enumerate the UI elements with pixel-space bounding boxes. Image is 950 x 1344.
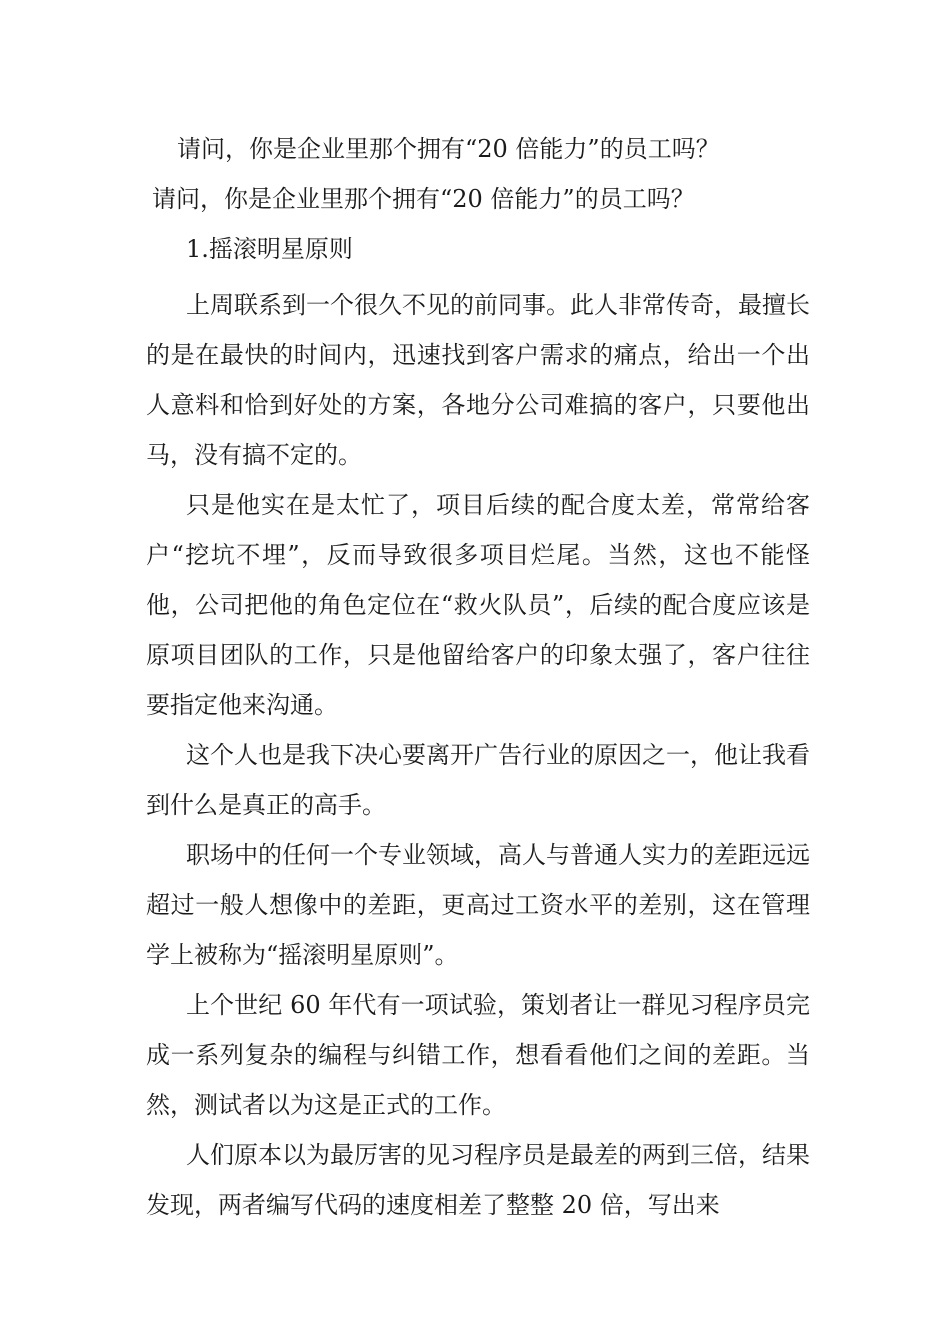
document-title-repeat: 请问，你是企业里那个拥有“20 倍能力”的员工吗？ bbox=[152, 185, 695, 213]
paragraph-5: 上个世纪 60 年代有一项试验，策划者让一群见习程序员完成一系列复杂的编程与纠错工作，想看看他们之间的差距。当然，测试者以为这是正式的工作。 bbox=[146, 991, 810, 1119]
document-title: 请问，你是企业里那个拥有“20 倍能力”的员工吗？ bbox=[177, 135, 720, 163]
paragraph-2: 只是他实在是太忙了，项目后续的配合度太差，常常给客户“挖坑不埋”，反而导致很多项目烂尾。当然，这也不能怪他，公司把他的角色定位在“救火队员”，后续的配合度应该是原项目团队的工作，只是他留给客户的印象太强了，客户往往要指定他来沟通。 bbox=[146, 491, 810, 719]
paragraph-3: 这个人也是我下决心要离开广告行业的原因之一，他让我看到什么是真正的高手。 bbox=[146, 741, 810, 819]
section-heading: 1.摇滚明星原则 bbox=[186, 235, 353, 263]
paragraph-1: 上周联系到一个很久不见的前同事。此人非常传奇，最擅长的是在最快的时间内，迅速找到客户需求的痛点，给出一个出人意料和恰到好处的方案，各地分公司难搞的客户，只要他出马，没有搞不定的。 bbox=[146, 291, 810, 469]
paragraph-6: 人们原本以为最厉害的见习程序员是最差的两到三倍，结果发现，两者编写代码的速度相差了整整 20 倍，写出来 bbox=[146, 1141, 810, 1219]
document-body bbox=[146, 280, 810, 1230]
paragraph-4: 职场中的任何一个专业领域，高人与普通人实力的差距远远超过一般人想像中的差距，更高过工资水平的差别，这在管理学上被称为“摇滚明星原则”。 bbox=[146, 841, 810, 969]
